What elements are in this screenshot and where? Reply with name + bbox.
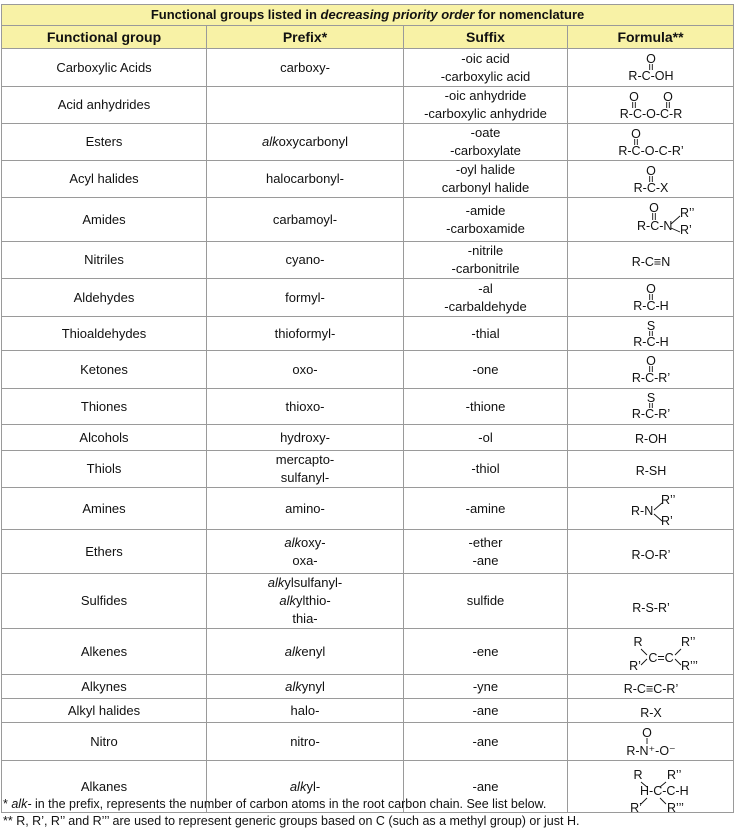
svg-text:C=C: C=C: [647, 650, 674, 665]
svg-text:R-N⁺-O⁻: R-N⁺-O⁻: [625, 743, 676, 758]
prefix-cell: [207, 198, 404, 242]
suffix-line: -carboxylic acid: [440, 68, 531, 84]
suffix-line: -carboxylic anhydride: [424, 106, 547, 121]
prefix-text: formyl-: [285, 289, 325, 305]
functional-group-name: Acyl halides: [2, 161, 207, 198]
table-row: [2, 279, 734, 317]
prefix-line: [210, 289, 400, 307]
suffix-line: -thiol: [471, 461, 500, 476]
footnote-formula: ** R, R’, R’’ and R’’’ are used to represent generic groups based on C (such as a methyl group) or just H.: [3, 814, 580, 828]
functional-group-name: Alkenes: [2, 629, 207, 675]
table-body: [2, 49, 734, 813]
prefix-text: enyl: [301, 643, 326, 659]
svg-text:O: O: [628, 90, 639, 104]
suffix-line: -carbonitrile: [451, 261, 520, 276]
prefix-alk-part: alk: [284, 643, 302, 659]
svg-text:R-C-X: R-C-X: [633, 181, 668, 195]
suffix-line: -amine: [465, 500, 506, 516]
functional-group-name: Esters: [2, 124, 207, 161]
prefix-line: [210, 643, 400, 661]
prefix-cell: [207, 124, 404, 161]
suffix-line: -ene: [472, 643, 499, 659]
prefix-cell: [207, 530, 404, 574]
suffix-cell: [404, 87, 568, 124]
prefix-text: thioxo-: [285, 398, 325, 414]
prefix-text: sulfanyl-: [280, 470, 330, 485]
prefix-cell: [207, 425, 404, 451]
table-row: [2, 161, 734, 198]
svg-text:R’: R’: [660, 513, 673, 528]
footnote-prefix-text: in the prefix, represents the number of carbon atoms in the root carbon chain. See list below.: [31, 797, 547, 811]
prefix-cell: [207, 87, 404, 124]
prefix-cell: [207, 389, 404, 425]
svg-text:R’: R’: [629, 800, 642, 812]
table-row: [2, 425, 734, 451]
prefix-text: carbamoyl-: [272, 211, 338, 227]
formula-anhydride: [568, 87, 734, 124]
prefix-line: [210, 702, 400, 720]
suffix-cell: [404, 279, 568, 317]
prefix-text: thioformyl-: [274, 325, 336, 341]
prefix-text: oxa-: [292, 552, 318, 568]
functional-group-name: Thiols: [2, 451, 207, 488]
prefix-cell: [207, 242, 404, 279]
suffix-line: -one: [472, 361, 499, 377]
table-row: [2, 530, 734, 574]
suffix-line: -thione: [465, 398, 506, 414]
prefix-text: mercapto-: [275, 452, 335, 467]
prefix-line: [210, 778, 400, 796]
formula-amine: [568, 488, 734, 530]
prefix-line: [210, 678, 400, 696]
prefix-line: [210, 59, 400, 77]
footnote-prefix: [3, 796, 733, 813]
prefix-line: [210, 133, 400, 151]
prefix-cell: [207, 488, 404, 530]
svg-text:R’’’: R’’’: [666, 800, 684, 812]
functional-group-name: Sulfides: [2, 574, 207, 629]
suffix-line: -oic acid: [461, 50, 510, 66]
prefix-line: [210, 574, 400, 592]
suffix-line: -oate: [470, 125, 501, 140]
header-suffix: Suffix: [404, 26, 568, 49]
table-row: [2, 699, 734, 723]
prefix-line: [210, 534, 400, 552]
formula-sulfide: [568, 574, 734, 629]
functional-group-name: Acid anhydrides: [2, 87, 207, 124]
prefix-cell: [207, 161, 404, 198]
prefix-text: oxo-: [292, 361, 318, 377]
prefix-text: halocarbonyl-: [265, 171, 345, 186]
suffix-line: -ane: [472, 702, 499, 718]
svg-text:O: O: [630, 127, 641, 141]
formula-thioaldehyde: [568, 317, 734, 351]
header-prefix: Prefix*: [207, 26, 404, 49]
caption-text-emphasis: decreasing priority order: [320, 7, 475, 22]
prefix-cell: [207, 451, 404, 488]
functional-group-name: Alcohols: [2, 425, 207, 451]
svg-text:R’’: R’’: [679, 205, 694, 220]
table-row: [2, 351, 734, 389]
suffix-cell: [404, 574, 568, 629]
svg-text:O: O: [645, 353, 656, 368]
suffix-cell: [404, 530, 568, 574]
suffix-cell: [404, 451, 568, 488]
prefix-line: [210, 469, 400, 487]
suffix-line: -ane: [472, 778, 499, 794]
table-row: [2, 389, 734, 425]
svg-text:R-O-R’: R-O-R’: [631, 547, 670, 562]
suffix-line: -oic anhydride: [444, 88, 527, 103]
functional-group-name: Aldehydes: [2, 279, 207, 317]
svg-text:R’’: R’’: [680, 634, 695, 649]
prefix-text: ylsulfanyl-: [284, 575, 343, 590]
prefix-line: [210, 361, 400, 379]
svg-text:R-N: R-N: [630, 503, 653, 518]
table-row: [2, 317, 734, 351]
svg-text:R-C-R’: R-C-R’: [631, 406, 670, 421]
functional-group-name: Nitriles: [2, 242, 207, 279]
prefix-line: [210, 325, 400, 343]
suffix-cell: [404, 425, 568, 451]
suffix-line: -yne: [472, 678, 499, 694]
svg-text:R-C-OH: R-C-OH: [627, 68, 674, 83]
formula-amide: [568, 198, 734, 242]
table-row: [2, 49, 734, 87]
formula-alcohol: [568, 425, 734, 451]
functional-groups-table: [1, 4, 734, 813]
suffix-cell: [404, 699, 568, 723]
svg-text:R-C≡N: R-C≡N: [631, 255, 670, 269]
functional-group-name: Thiones: [2, 389, 207, 425]
svg-text:R: R: [633, 634, 643, 649]
table-row: [2, 675, 734, 699]
prefix-line: [210, 592, 400, 610]
prefix-line: [210, 610, 400, 628]
prefix-text: halo-: [290, 702, 320, 718]
formula-acyl-halide: [568, 161, 734, 198]
prefix-text: hydroxy-: [280, 429, 330, 445]
suffix-cell: [404, 675, 568, 699]
caption-text-start: Functional groups listed in: [150, 7, 321, 22]
svg-text:O: O: [648, 200, 659, 215]
formula-nitro: [568, 723, 734, 761]
formula-thione: [568, 389, 734, 425]
formula-alkyl-halide: [568, 699, 734, 723]
suffix-line: carbonyl halide: [441, 180, 530, 195]
caption-text-end: for nomenclature: [474, 7, 585, 22]
suffix-line: sulfide: [466, 593, 505, 608]
table-row: [2, 242, 734, 279]
prefix-cell: [207, 279, 404, 317]
prefix-cell: [207, 317, 404, 351]
suffix-line: -thial: [471, 325, 500, 341]
table-row: [2, 124, 734, 161]
prefix-alk-part: alk: [279, 593, 296, 608]
suffix-cell: [404, 317, 568, 351]
prefix-alk-part: alk: [285, 678, 302, 694]
svg-text:R’’: R’’: [660, 492, 675, 507]
prefix-cell: [207, 574, 404, 629]
prefix-line: [210, 170, 400, 188]
table-row: [2, 629, 734, 675]
suffix-cell: [404, 198, 568, 242]
footnote-prefix-mark: *: [3, 797, 12, 811]
formula-ether: [568, 530, 734, 574]
table-row: [2, 488, 734, 530]
svg-text:R’: R’: [628, 658, 641, 673]
svg-text:O: O: [645, 51, 656, 66]
suffix-cell: [404, 488, 568, 530]
formula-alkene: [568, 629, 734, 675]
suffix-cell: [404, 124, 568, 161]
header-formula: Formula**: [568, 26, 734, 49]
svg-text:R-SH: R-SH: [635, 464, 666, 478]
prefix-text: oxy-: [301, 534, 326, 550]
suffix-cell: [404, 629, 568, 675]
prefix-line: [210, 733, 400, 751]
svg-text:R-C-O-C-R’: R-C-O-C-R’: [617, 144, 684, 158]
svg-text:R’’: R’’: [666, 767, 681, 782]
prefix-alk-part: alk: [284, 534, 302, 550]
svg-text:R-C≡C-R’: R-C≡C-R’: [623, 681, 678, 696]
formula-carboxylic-acid: [568, 49, 734, 87]
svg-text:R-C-H: R-C-H: [632, 334, 669, 349]
svg-text:R-C-N: R-C-N: [636, 218, 672, 233]
prefix-cell: [207, 675, 404, 699]
header-functional-group: Functional group: [2, 26, 207, 49]
prefix-line: [210, 211, 400, 229]
prefix-text: carboxy-: [280, 59, 330, 75]
functional-group-name: Amides: [2, 198, 207, 242]
prefix-cell: [207, 723, 404, 761]
functional-group-name: Alkyl halides: [2, 699, 207, 723]
functional-group-name: Alkynes: [2, 675, 207, 699]
svg-text:R-C-O-C-R: R-C-O-C-R: [619, 107, 682, 121]
functional-group-name: Nitro: [2, 723, 207, 761]
functional-group-name: Thioaldehydes: [2, 317, 207, 351]
formula-ester: [568, 124, 734, 161]
prefix-text: oxycarbonyl: [278, 134, 348, 149]
prefix-cell: [207, 629, 404, 675]
svg-text:R-OH: R-OH: [634, 431, 667, 446]
prefix-alk-part: alk: [267, 575, 285, 590]
suffix-line: -ane: [472, 733, 499, 749]
svg-text:H-C-C-H: H-C-C-H: [639, 783, 689, 798]
table-row: [2, 451, 734, 488]
prefix-line: [210, 500, 400, 518]
formula-ketone: [568, 351, 734, 389]
svg-text:R-C-R’: R-C-R’: [631, 370, 670, 385]
table-row: [2, 723, 734, 761]
svg-text:R: R: [633, 767, 643, 782]
prefix-text: cyano-: [285, 252, 325, 267]
footnotes: [3, 796, 733, 830]
suffix-cell: [404, 723, 568, 761]
suffix-cell: [404, 389, 568, 425]
suffix-cell: [404, 161, 568, 198]
prefix-text: ynyl: [301, 678, 325, 694]
prefix-alk-part: alk: [289, 778, 307, 794]
table-row: [2, 87, 734, 124]
svg-text:O: O: [662, 90, 673, 104]
prefix-cell: [207, 699, 404, 723]
prefix-line: [210, 251, 400, 269]
prefix-line: [210, 398, 400, 416]
formula-aldehyde: [568, 279, 734, 317]
suffix-line: -carbaldehyde: [444, 298, 527, 314]
svg-text:R-C-H: R-C-H: [632, 298, 669, 313]
suffix-line: -oyl halide: [455, 162, 516, 177]
formula-thiol: [568, 451, 734, 488]
suffix-line: -amide: [465, 202, 506, 218]
prefix-line: [210, 552, 400, 570]
prefix-line: [210, 429, 400, 447]
suffix-line: -al: [478, 280, 493, 296]
svg-text:R’’’: R’’’: [680, 658, 698, 673]
table-caption-row: [2, 5, 734, 26]
suffix-line: -ol: [478, 429, 493, 445]
suffix-cell: [404, 242, 568, 279]
functional-group-name: Amines: [2, 488, 207, 530]
svg-text:R’: R’: [679, 222, 692, 237]
svg-text:O: O: [645, 164, 656, 178]
svg-text:O: O: [645, 281, 656, 296]
suffix-line: -ether: [468, 534, 503, 550]
table-row: [2, 574, 734, 629]
svg-text:R-X: R-X: [639, 705, 662, 720]
prefix-line: [210, 451, 400, 469]
suffix-line: -nitrile: [467, 243, 504, 258]
functional-group-name: Alkanes: [2, 761, 207, 813]
svg-text:S: S: [646, 318, 655, 333]
suffix-line: -carboxamide: [446, 220, 525, 236]
functional-group-name: Carboxylic Acids: [2, 49, 207, 87]
prefix-alk-part: alk: [262, 134, 279, 149]
prefix-text: nitro-: [290, 733, 320, 749]
svg-text:S: S: [646, 390, 655, 405]
prefix-text: ylthio-: [295, 593, 331, 608]
table-row: [2, 198, 734, 242]
prefix-cell: [207, 49, 404, 87]
svg-text:R-S-R’: R-S-R’: [631, 601, 670, 615]
suffix-cell: [404, 351, 568, 389]
prefix-text: amino-: [285, 500, 325, 516]
prefix-cell: [207, 351, 404, 389]
suffix-line: -ane: [472, 552, 499, 568]
formula-alkyne: [568, 675, 734, 699]
formula-nitrile: [568, 242, 734, 279]
functional-group-name: Ketones: [2, 351, 207, 389]
suffix-cell: [404, 49, 568, 87]
suffix-line: -carboxylate: [450, 143, 521, 158]
functional-group-name: Ethers: [2, 530, 207, 574]
column-header-row: [2, 26, 734, 49]
table-caption: [2, 5, 734, 26]
prefix-text: yl-: [306, 778, 321, 794]
svg-text:O: O: [641, 725, 652, 740]
footnote-prefix-term: alk-: [11, 797, 32, 811]
prefix-text: thia-: [292, 611, 318, 626]
